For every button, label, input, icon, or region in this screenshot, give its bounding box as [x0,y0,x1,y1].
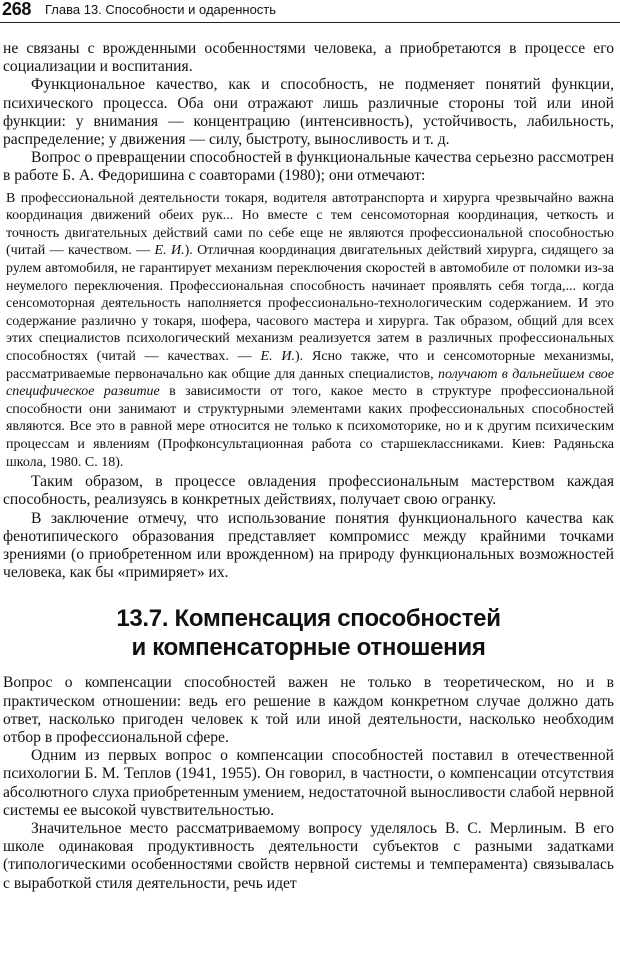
paragraph: В заключение отмечу, что использование понятия функционального качества как фенотипического образования представляет компромисс между крайними точками зрениями (о приобретенном или врожденном) на природу функциональных возможностей человека, как бы «примиряет» их. [3,509,614,582]
paragraph: Вопрос о превращении способностей в функциональные качества серьезно рассмотрен в работе Б. А. Федоришина с соавторами (1980); они отмечают: [3,149,614,185]
quote-author: Е. И. [260,348,296,364]
quote-text: ). Отличная координация двигательных действий хирурга, сидящего за рулем автомобиля, не гарантирует механизм переключения скоростей в автомобиле от поломки из-за неумелого переключения. Профессиональная способность начинает проявлять себя тогда,... когда сенсомоторная деятельность наполняется профессионально-технологическим содержанием. И это содержание различно у токаря, шофера, часового мастера и хирурга. Так образом, общий для всех этих специалистов психологический механизм реализуется затем в различных профессиональных способностях (читай — качествах. — [6,243,614,364]
section-title-line: 13.7. Компенсация способностей [116,605,501,633]
quote-text: в зависимости от того, какое место в структуре профессиональной способности они занимают и структурными элементами каких профессиональных способностей являются. Все это в равной мере относится не только к психомоторике, но и к другим психическим процессам и явлениям (Профконсультационная работа со старшеклассниками. Киев: Радяньска школа, 1980. С. 18). [6,384,614,470]
page-header [0,0,620,23]
paragraph: Таким образом, в процессе овладения профессиональным мастерством каждая способность, реализуясь в конкретных действиях, получает свою огранку. [3,473,614,509]
paragraph: Вопрос о компенсации способностей важен не только в теоретическом, но и в практическом отношении: ведь его решение в каждом конкретном случае должно дать ответ, насколько пригоден человек к той или иной деятельности, насколько необходим отбор в профессиональной сфере. [3,674,614,746]
quote-emphasis: получают в дальнейшем свое специфическое развитие [6,366,614,400]
page-body [3,40,614,893]
paragraph: Одним из первых вопрос о компенсации способностей поставил в отечественной психологии Б. М. Теплов (1941, 1955). Он говорил, в частности, о компенсации отсутствия абсолютного слуха приобретенным умением, недостаточной выносливости слабой нервной системы ее высокой чувствительностью. [3,747,614,819]
block-quote [3,190,614,472]
paragraph: Значительное место рассматриваемому вопросу уделялось В. С. Мерлиным. В его школе одинаковая продуктивность деятельности субъектов с разными задатками (типологическими особенностями свойств нервной системы и темперамента) связывалась с выработкой стиля деятельности, речь идет [3,819,614,892]
paragraph: не связаны с врожденными особенностями человека, а приобретаются в процессе его социализации и воспитания. [3,40,614,76]
page-number: 268 [2,0,32,19]
quote-text: В профессиональной деятельности токаря, водителя автотранспорта и хирурга чрезвычайно важна координация движений обеих рук... Но вместе с тем сенсомоторная координация, четкость и точность двигательных действий сами по себе еще не являются профессиональной способностью (читай — качеством. — [6,190,614,259]
quote-author: Е. И. [154,243,185,259]
running-head: Глава 13. Способности и одаренность [45,2,277,17]
section-title [3,604,614,662]
quote-text: ). Ясно также, что и сенсомоторные механизмы, рассматриваемые первоначально как общие для данных специалистов, [6,348,614,382]
section-title-line: и компенсаторные отношения [131,634,486,662]
paragraph: Функциональное качество, как и способность, не подменяет понятий функции, психического процесса. Оба они отражают лишь различные стороны той или иной функции: у внимания — концентрацию (интенсивность), устойчивость, лабильность, распределение; у движения — силу, быстроту, выносливость и т. д. [3,76,614,149]
